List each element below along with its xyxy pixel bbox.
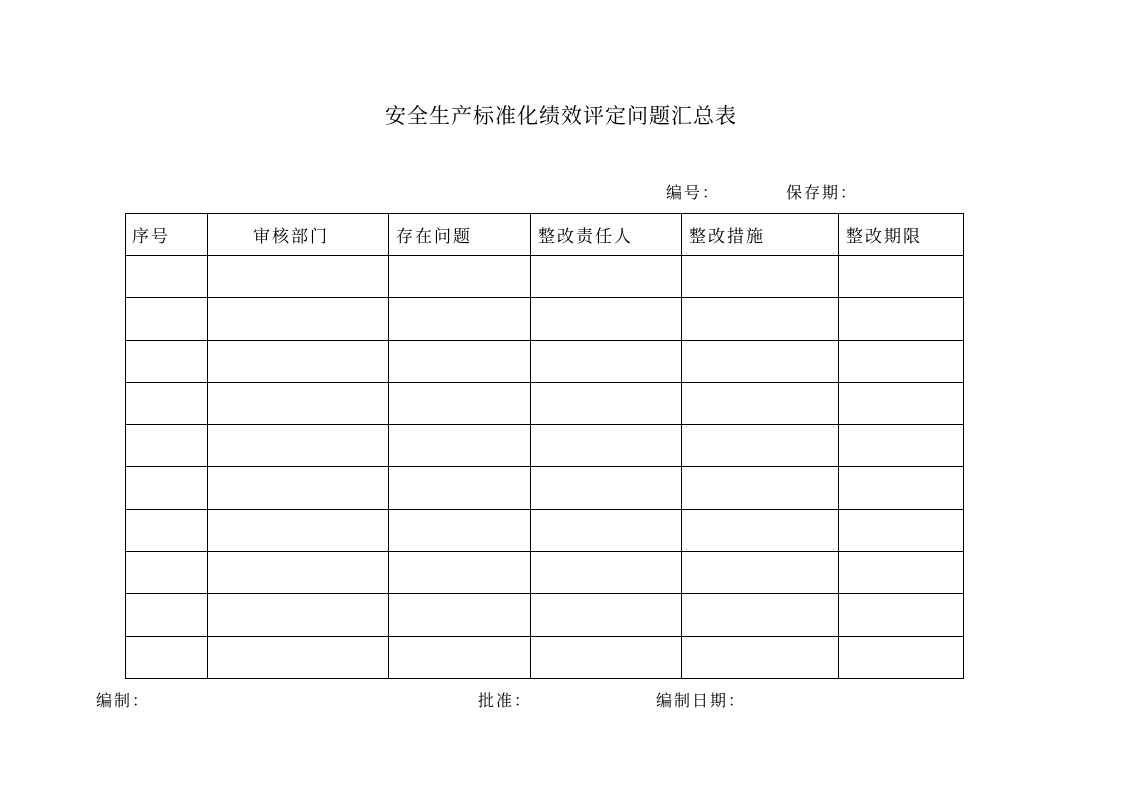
cell-audit-department[interactable] xyxy=(208,552,389,594)
cell-existing-issue[interactable] xyxy=(389,256,531,298)
cell-serial-no[interactable] xyxy=(126,340,208,382)
cell-audit-department[interactable] xyxy=(208,340,389,382)
table-row xyxy=(126,636,964,678)
cell-responsible-person[interactable] xyxy=(531,340,682,382)
cell-audit-department[interactable] xyxy=(208,594,389,636)
cell-responsible-person[interactable] xyxy=(531,382,682,424)
cell-existing-issue[interactable] xyxy=(389,467,531,509)
cell-rectification-deadline[interactable] xyxy=(839,594,964,636)
cell-responsible-person[interactable] xyxy=(531,298,682,340)
cell-existing-issue[interactable] xyxy=(389,382,531,424)
issues-table xyxy=(125,213,964,679)
cell-rectification-deadline[interactable] xyxy=(839,467,964,509)
cell-responsible-person[interactable] xyxy=(531,425,682,467)
table-row xyxy=(126,467,964,509)
prepared-by-label: 编制： xyxy=(96,691,151,710)
cell-audit-department[interactable] xyxy=(208,425,389,467)
cell-audit-department[interactable] xyxy=(208,636,389,678)
cell-audit-department[interactable] xyxy=(208,256,389,298)
retention-period-label: 保存期： xyxy=(786,183,859,202)
cell-responsible-person[interactable] xyxy=(531,594,682,636)
header-serial-no: 序号 xyxy=(126,214,208,256)
cell-rectification-deadline[interactable] xyxy=(839,298,964,340)
table-row xyxy=(126,425,964,467)
cell-responsible-person[interactable] xyxy=(531,256,682,298)
cell-responsible-person[interactable] xyxy=(531,509,682,551)
cell-responsible-person[interactable] xyxy=(531,636,682,678)
cell-existing-issue[interactable] xyxy=(389,594,531,636)
header-existing-issue: 存在问题 xyxy=(389,214,531,256)
cell-rectification-deadline[interactable] xyxy=(839,636,964,678)
cell-serial-no[interactable] xyxy=(126,256,208,298)
table-header-row xyxy=(126,214,964,256)
cell-serial-no[interactable] xyxy=(126,382,208,424)
cell-corrective-measures[interactable] xyxy=(682,382,839,424)
cell-serial-no[interactable] xyxy=(126,594,208,636)
cell-corrective-measures[interactable] xyxy=(682,298,839,340)
header-rectification-deadline: 整改期限 xyxy=(839,214,964,256)
table-row xyxy=(126,298,964,340)
cell-serial-no[interactable] xyxy=(126,509,208,551)
cell-existing-issue[interactable] xyxy=(389,340,531,382)
cell-responsible-person[interactable] xyxy=(531,467,682,509)
prepared-date-label: 编制日期： xyxy=(656,691,747,710)
cell-rectification-deadline[interactable] xyxy=(839,425,964,467)
cell-corrective-measures[interactable] xyxy=(682,340,839,382)
cell-existing-issue[interactable] xyxy=(389,552,531,594)
header-audit-department: 审核部门 xyxy=(208,214,389,256)
cell-audit-department[interactable] xyxy=(208,467,389,509)
cell-rectification-deadline[interactable] xyxy=(839,256,964,298)
cell-existing-issue[interactable] xyxy=(389,636,531,678)
cell-corrective-measures[interactable] xyxy=(682,509,839,551)
cell-existing-issue[interactable] xyxy=(389,298,531,340)
table-row xyxy=(126,509,964,551)
cell-responsible-person[interactable] xyxy=(531,552,682,594)
cell-serial-no[interactable] xyxy=(126,298,208,340)
table-row xyxy=(126,256,964,298)
header-corrective-measures: 整改措施 xyxy=(682,214,839,256)
cell-serial-no[interactable] xyxy=(126,467,208,509)
cell-rectification-deadline[interactable] xyxy=(839,382,964,424)
table-row xyxy=(126,552,964,594)
cell-audit-department[interactable] xyxy=(208,382,389,424)
cell-serial-no[interactable] xyxy=(126,425,208,467)
cell-corrective-measures[interactable] xyxy=(682,425,839,467)
form-title: 安全生产标准化绩效评定问题汇总表 xyxy=(385,104,737,128)
cell-serial-no[interactable] xyxy=(126,552,208,594)
cell-audit-department[interactable] xyxy=(208,298,389,340)
approved-by-label: 批准： xyxy=(478,691,533,710)
table-row xyxy=(126,340,964,382)
table-row xyxy=(126,382,964,424)
table-row xyxy=(126,594,964,636)
cell-audit-department[interactable] xyxy=(208,509,389,551)
cell-corrective-measures[interactable] xyxy=(682,594,839,636)
number-label: 编号： xyxy=(666,183,721,202)
header-responsible-person: 整改责任人 xyxy=(531,214,682,256)
cell-corrective-measures[interactable] xyxy=(682,256,839,298)
cell-corrective-measures[interactable] xyxy=(682,636,839,678)
cell-corrective-measures[interactable] xyxy=(682,467,839,509)
cell-rectification-deadline[interactable] xyxy=(839,552,964,594)
cell-rectification-deadline[interactable] xyxy=(839,509,964,551)
cell-rectification-deadline[interactable] xyxy=(839,340,964,382)
cell-existing-issue[interactable] xyxy=(389,509,531,551)
cell-serial-no[interactable] xyxy=(126,636,208,678)
cell-existing-issue[interactable] xyxy=(389,425,531,467)
cell-corrective-measures[interactable] xyxy=(682,552,839,594)
